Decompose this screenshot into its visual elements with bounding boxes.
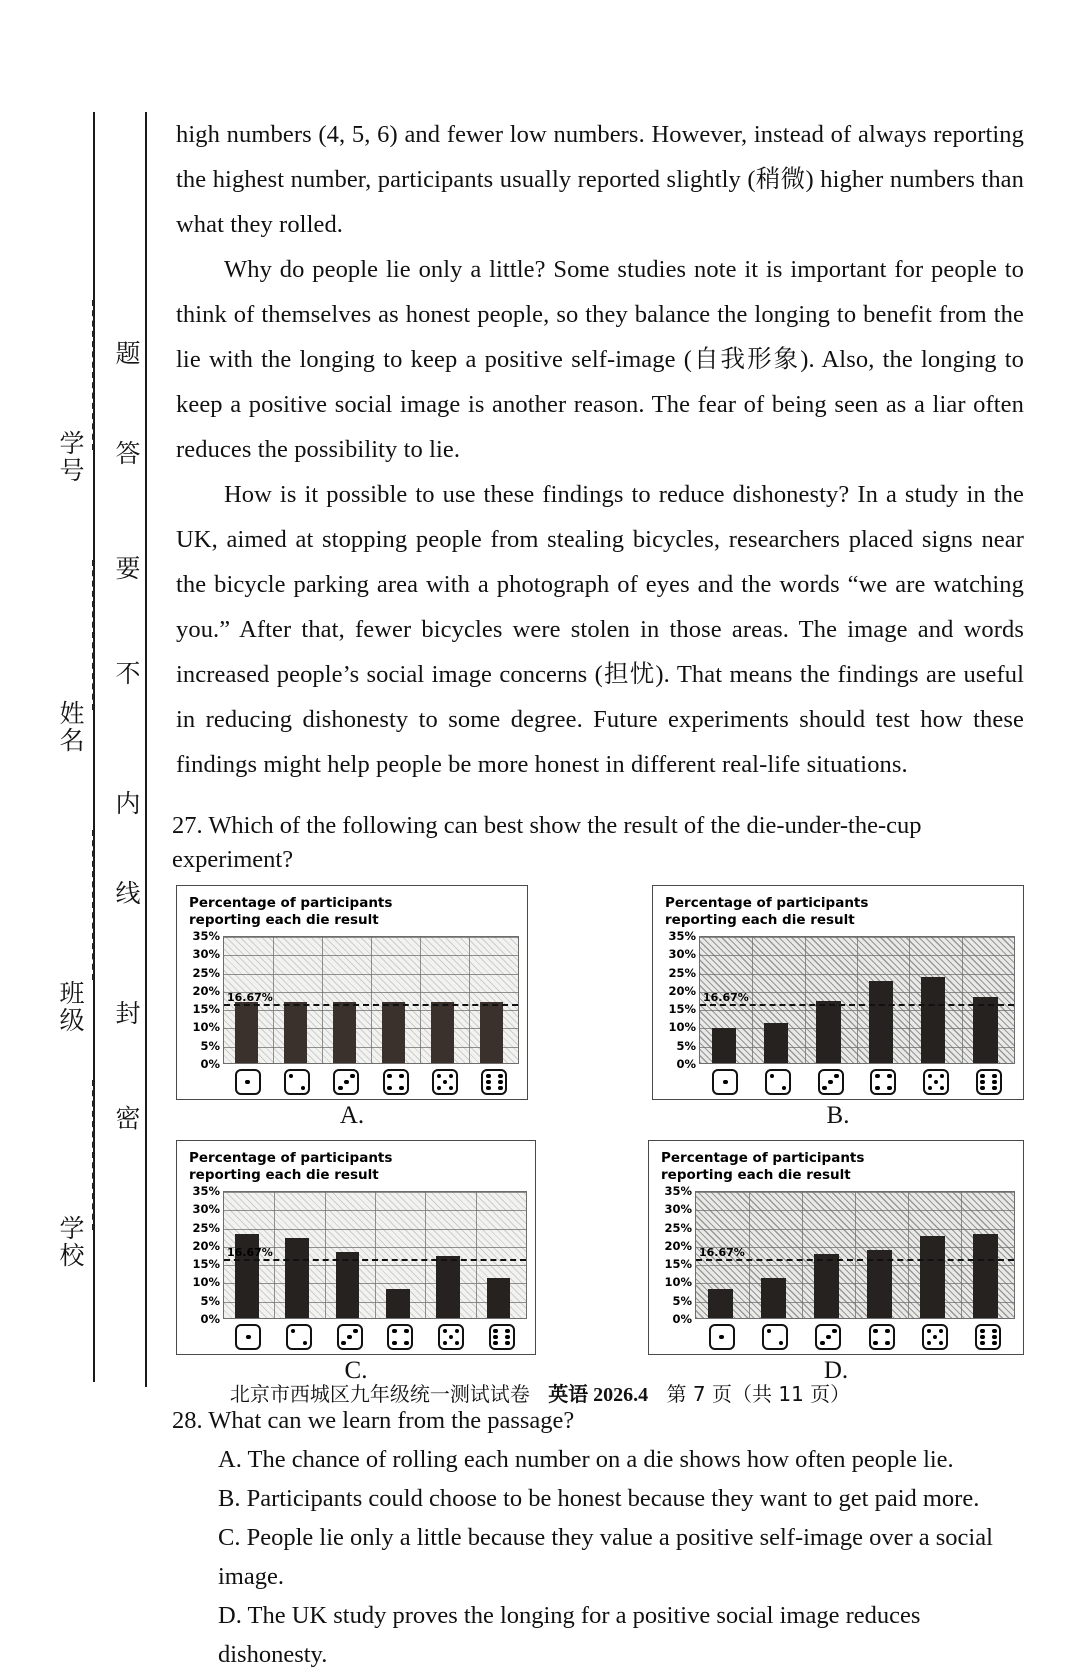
y-tick-label: 30% xyxy=(668,947,696,962)
chart-gridline-vertical xyxy=(802,1192,803,1318)
dice-slot xyxy=(748,1324,801,1350)
question-27-number: 27. xyxy=(172,812,203,839)
chart-bar xyxy=(235,1002,258,1063)
dice-slot xyxy=(223,1324,274,1350)
chart-gridline-vertical xyxy=(476,1192,477,1318)
die-pip xyxy=(493,1341,498,1346)
die-face-4-icon xyxy=(869,1324,895,1350)
chart-plot-area-d xyxy=(695,1191,1015,1319)
die-pip xyxy=(404,1341,409,1346)
y-tick-label: 25% xyxy=(664,1220,692,1235)
die-face-2-icon xyxy=(284,1069,310,1095)
chart-x-axis-dice-c xyxy=(223,1319,527,1350)
die-pip xyxy=(767,1329,772,1334)
y-tick-label: 15% xyxy=(192,1002,220,1017)
die-pip xyxy=(992,1335,997,1340)
y-tick-label: 20% xyxy=(668,983,696,998)
die-face-6-icon xyxy=(481,1069,507,1095)
chart-gridline-vertical xyxy=(752,937,753,1063)
chart-title-d: Percentage of participants reporting each die result xyxy=(661,1150,865,1183)
chart-panel-b xyxy=(652,885,1024,1100)
die-pip xyxy=(992,1086,997,1091)
die-face-3-icon xyxy=(337,1324,363,1350)
die-pip xyxy=(387,1074,392,1079)
seal-dash-2 xyxy=(92,560,94,710)
chart-bar xyxy=(386,1289,410,1318)
die-pip xyxy=(455,1329,460,1334)
passage-paragraph-2: Why do people lie only a little? Some studies note it is important for people to think of themselves as honest people, so they balance the longing to benefit from the lie with the longing to keep a positive self-image (自我形象). Also, the longing to keep a positive social image is another reason. The fear of being seen as a liar often reduces the possibility to lie. xyxy=(176,256,1024,463)
question-28-option-d[interactable]: D. The UK study proves the longing for a positive social image reduces dishonesty. xyxy=(218,1602,921,1668)
chart-bar xyxy=(869,981,894,1063)
die-pip xyxy=(927,1329,932,1334)
die-pip xyxy=(399,1086,404,1091)
chart-bar xyxy=(480,1002,503,1063)
die-pip xyxy=(782,1086,787,1091)
question-28-option-c[interactable]: C. People lie only a little because they value a positive self-image over a social image. xyxy=(218,1524,993,1590)
chart-gridline-vertical xyxy=(371,937,372,1063)
die-pip xyxy=(437,1086,442,1091)
die-pip xyxy=(928,1074,933,1079)
die-pip xyxy=(980,1086,985,1091)
question-28-option-a[interactable]: A. The chance of rolling each number on a die shows how often people lie. xyxy=(218,1446,954,1473)
die-pip xyxy=(885,1341,890,1346)
footer-exam-title: 北京市西城区九年级统一测试试卷 xyxy=(229,1382,530,1406)
chart-bar xyxy=(921,977,946,1063)
chart-panel-a xyxy=(176,885,528,1100)
chart-reference-label: 16.67% xyxy=(227,1246,273,1260)
dice-slot xyxy=(223,1069,272,1095)
chart-title-b: Percentage of participants reporting each die result xyxy=(665,895,869,928)
seal-margin xyxy=(0,0,160,1442)
chart-title-c: Percentage of participants reporting each die result xyxy=(189,1150,393,1183)
dice-slot xyxy=(802,1324,855,1350)
dice-slot xyxy=(420,1069,469,1095)
question-28-stem: 28. What can we learn from the passage? xyxy=(172,1407,575,1434)
chart-option-letter-d: D. xyxy=(823,1357,849,1384)
y-tick-label: 0% xyxy=(676,1057,696,1071)
die-pip xyxy=(505,1341,510,1346)
y-tick-label: 10% xyxy=(192,1275,220,1290)
page-content xyxy=(172,112,1024,1674)
chart-x-axis-dice-d xyxy=(695,1319,1015,1350)
chart-gridline-vertical xyxy=(961,1192,962,1318)
die-pip xyxy=(387,1086,392,1091)
die-face-5-icon xyxy=(923,1069,949,1095)
die-pip xyxy=(449,1335,454,1340)
chart-y-axis-b xyxy=(659,929,699,1071)
die-pip xyxy=(404,1329,409,1334)
chart-option-b[interactable] xyxy=(652,885,1024,1130)
dice-slot xyxy=(962,1069,1015,1095)
dice-slot xyxy=(322,1069,371,1095)
die-pip xyxy=(980,1329,985,1334)
chart-gridline-vertical xyxy=(420,937,421,1063)
chart-gridline-vertical xyxy=(962,937,963,1063)
dice-slot xyxy=(324,1324,375,1350)
die-face-1-icon xyxy=(235,1324,261,1350)
die-pip xyxy=(934,1080,939,1085)
chart-y-axis-c xyxy=(183,1184,223,1326)
die-face-2-icon xyxy=(765,1069,791,1095)
y-tick-label: 15% xyxy=(664,1257,692,1272)
chart-bar xyxy=(487,1278,511,1318)
die-face-4-icon xyxy=(383,1069,409,1095)
die-face-3-icon xyxy=(818,1069,844,1095)
die-pip xyxy=(928,1086,933,1091)
die-pip xyxy=(486,1080,491,1085)
y-tick-label: 30% xyxy=(192,947,220,962)
y-tick-label: 25% xyxy=(192,965,220,980)
chart-bar xyxy=(382,1002,405,1063)
die-pip xyxy=(826,1335,831,1340)
y-tick-label: 25% xyxy=(668,965,696,980)
die-pip xyxy=(498,1086,503,1091)
chart-bar xyxy=(973,997,998,1063)
die-pip xyxy=(980,1074,985,1079)
die-face-4-icon xyxy=(387,1324,413,1350)
die-pip xyxy=(822,1086,827,1091)
chart-gridline-vertical xyxy=(749,1192,750,1318)
y-tick-label: 5% xyxy=(200,1038,220,1053)
chart-reference-label: 16.67% xyxy=(699,1246,745,1260)
dice-slot xyxy=(910,1069,963,1095)
die-pip xyxy=(350,1074,355,1079)
chart-bar xyxy=(708,1289,733,1318)
chart-title-a: Percentage of participants reporting each die result xyxy=(189,895,393,928)
chart-plot-area-a xyxy=(223,936,519,1064)
die-pip xyxy=(291,1329,296,1334)
chart-bar xyxy=(436,1256,460,1318)
die-pip xyxy=(505,1329,510,1334)
die-pip xyxy=(443,1341,448,1346)
dice-slot xyxy=(274,1324,325,1350)
die-pip xyxy=(399,1074,404,1079)
die-pip xyxy=(719,1335,724,1340)
die-pip xyxy=(437,1074,442,1079)
question-27-chart-options xyxy=(176,885,1024,1385)
die-pip xyxy=(873,1329,878,1334)
die-pip xyxy=(303,1341,308,1346)
die-pip xyxy=(353,1329,358,1334)
die-pip xyxy=(980,1335,985,1340)
die-pip xyxy=(820,1341,825,1346)
die-pip xyxy=(301,1086,306,1091)
die-pip xyxy=(392,1341,397,1346)
y-tick-label: 0% xyxy=(672,1312,692,1326)
y-tick-label: 5% xyxy=(676,1038,696,1053)
die-pip xyxy=(875,1086,880,1091)
page-footer xyxy=(0,1378,1080,1407)
die-pip xyxy=(887,1074,892,1079)
chart-reference-line xyxy=(700,1004,1014,1006)
chart-plot-area-b xyxy=(699,936,1015,1064)
y-tick-label: 15% xyxy=(668,1002,696,1017)
chart-x-axis-dice-b xyxy=(699,1064,1015,1095)
chart-gridline-vertical xyxy=(909,937,910,1063)
chart-option-letter-b: B. xyxy=(826,1102,850,1129)
chart-bar xyxy=(336,1252,360,1318)
dice-slot xyxy=(804,1069,857,1095)
chart-y-axis-a xyxy=(183,929,223,1071)
die-face-1-icon xyxy=(712,1069,738,1095)
dice-slot xyxy=(857,1069,910,1095)
footer-page-number: 第 7 页（共 11 页） xyxy=(666,1382,851,1406)
die-face-1-icon xyxy=(235,1069,261,1095)
die-pip xyxy=(486,1074,491,1079)
die-pip xyxy=(723,1080,728,1085)
seal-field-label-1: 姓名 xyxy=(56,700,85,754)
chart-gridline-vertical xyxy=(322,937,323,1063)
dice-slot xyxy=(908,1324,961,1350)
chart-bar xyxy=(816,1001,841,1063)
chart-gridline-vertical xyxy=(325,1192,326,1318)
question-28-option-b[interactable]: B. Participants could choose to be honest because they want to get paid more. xyxy=(218,1485,980,1512)
die-pip xyxy=(940,1086,945,1091)
die-pip xyxy=(779,1341,784,1346)
seal-dash-3 xyxy=(92,830,94,980)
chart-plot-area-c xyxy=(223,1191,527,1319)
die-pip xyxy=(828,1080,833,1085)
dice-slot xyxy=(371,1069,420,1095)
die-pip xyxy=(980,1080,985,1085)
question-27-stem xyxy=(172,809,1024,877)
dice-slot xyxy=(752,1069,805,1095)
chart-gridline-vertical xyxy=(274,1192,275,1318)
die-pip xyxy=(992,1341,997,1346)
chart-gridline-vertical xyxy=(857,937,858,1063)
die-pip xyxy=(246,1335,251,1340)
die-face-6-icon xyxy=(976,1069,1002,1095)
dice-slot xyxy=(375,1324,426,1350)
die-pip xyxy=(443,1329,448,1334)
chart-gridline-vertical xyxy=(805,937,806,1063)
chart-bar xyxy=(973,1234,998,1318)
chart-bar xyxy=(712,1028,737,1063)
chart-reference-line xyxy=(224,1259,526,1261)
chart-bar xyxy=(764,1023,789,1063)
die-pip xyxy=(449,1074,454,1079)
seal-notice-char-1: 答 xyxy=(112,440,141,467)
die-pip xyxy=(992,1329,997,1334)
passage-paragraph-3: How is it possible to use these findings to reduce dishonesty? In a study in the UK, aimed at stopping people from stealing bicycles, researchers placed signs near the bicycle parking area with a photograph of eyes and the words “we are watching you.” After that, fewer bicycles were stolen in those areas. The image and words increased people’s social image concerns (担忧). That means the findings are useful in reducing dishonesty to some degree. Future experiments should test how these findings might help people be more honest in different real-life situations. xyxy=(176,481,1024,778)
y-tick-label: 35% xyxy=(192,1184,220,1198)
seal-notice-char-4: 内 xyxy=(112,790,141,817)
y-tick-label: 5% xyxy=(200,1293,220,1308)
chart-row-bottom xyxy=(176,1140,1024,1385)
seal-dash-4 xyxy=(92,1080,94,1230)
die-pip xyxy=(992,1074,997,1079)
chart-gridline-vertical xyxy=(908,1192,909,1318)
y-tick-label: 30% xyxy=(192,1202,220,1217)
dice-slot xyxy=(272,1069,321,1095)
chart-bar xyxy=(761,1278,786,1318)
seal-notice-char-5: 线 xyxy=(112,880,141,907)
die-pip xyxy=(493,1329,498,1334)
die-face-5-icon xyxy=(922,1324,948,1350)
dice-slot xyxy=(695,1324,748,1350)
die-face-1-icon xyxy=(709,1324,735,1350)
chart-gridline-vertical xyxy=(469,937,470,1063)
die-face-2-icon xyxy=(762,1324,788,1350)
y-tick-label: 0% xyxy=(200,1057,220,1071)
y-tick-label: 15% xyxy=(192,1257,220,1272)
die-pip xyxy=(927,1341,932,1346)
die-pip xyxy=(344,1080,349,1085)
die-pip xyxy=(992,1080,997,1085)
die-pip xyxy=(289,1074,294,1079)
chart-option-c[interactable] xyxy=(176,1140,536,1385)
dice-slot xyxy=(476,1324,527,1350)
y-tick-label: 20% xyxy=(664,1238,692,1253)
margin-rule-inner xyxy=(145,112,147,1387)
dice-slot xyxy=(699,1069,752,1095)
die-pip xyxy=(486,1086,491,1091)
seal-notice-char-7: 密 xyxy=(112,1105,141,1132)
y-tick-label: 35% xyxy=(192,929,220,943)
die-pip xyxy=(443,1080,448,1085)
chart-option-letter-a: A. xyxy=(339,1102,365,1129)
seal-notice-char-2: 要 xyxy=(112,555,141,582)
y-tick-label: 35% xyxy=(668,929,696,943)
die-pip xyxy=(875,1074,880,1079)
die-pip xyxy=(933,1335,938,1340)
seal-notice-char-0: 题 xyxy=(112,340,141,367)
chart-option-letter-c: C. xyxy=(344,1357,368,1384)
die-face-6-icon xyxy=(489,1324,515,1350)
die-face-3-icon xyxy=(333,1069,359,1095)
die-pip xyxy=(245,1080,250,1085)
die-pip xyxy=(392,1329,397,1334)
die-pip xyxy=(980,1341,985,1346)
chart-option-a[interactable] xyxy=(176,885,528,1130)
chart-panel-c xyxy=(176,1140,536,1355)
y-tick-label: 5% xyxy=(672,1293,692,1308)
die-pip xyxy=(885,1329,890,1334)
die-pip xyxy=(498,1074,503,1079)
footer-subject: 英语 2026.4 xyxy=(548,1384,649,1406)
chart-gridline-vertical xyxy=(273,937,274,1063)
die-face-4-icon xyxy=(870,1069,896,1095)
die-pip xyxy=(832,1329,837,1334)
chart-reference-line xyxy=(224,1004,518,1006)
chart-bar xyxy=(284,1002,307,1063)
seal-notice-char-3: 不 xyxy=(112,660,141,687)
chart-gridline-vertical xyxy=(425,1192,426,1318)
seal-dash-1 xyxy=(92,300,94,450)
chart-bar xyxy=(814,1254,839,1318)
seal-notice-char-6: 封 xyxy=(112,1000,141,1027)
y-tick-label: 35% xyxy=(664,1184,692,1198)
y-tick-label: 0% xyxy=(200,1312,220,1326)
chart-reference-label: 16.67% xyxy=(703,991,749,1005)
y-tick-label: 10% xyxy=(668,1020,696,1035)
die-pip xyxy=(940,1074,945,1079)
chart-y-axis-d xyxy=(655,1184,695,1326)
y-tick-label: 20% xyxy=(192,1238,220,1253)
die-pip xyxy=(887,1086,892,1091)
dice-slot xyxy=(962,1324,1015,1350)
y-tick-label: 10% xyxy=(192,1020,220,1035)
chart-reference-label: 16.67% xyxy=(227,991,273,1005)
die-pip xyxy=(834,1074,839,1079)
chart-bar xyxy=(333,1002,356,1063)
die-pip xyxy=(770,1074,775,1079)
dice-slot xyxy=(470,1069,519,1095)
die-pip xyxy=(347,1335,352,1340)
question-27-text: Which of the following can best show the result of the die-under-the-cup experiment? xyxy=(172,812,922,873)
die-face-2-icon xyxy=(286,1324,312,1350)
die-pip xyxy=(341,1341,346,1346)
die-pip xyxy=(505,1335,510,1340)
die-pip xyxy=(939,1329,944,1334)
chart-gridline-vertical xyxy=(855,1192,856,1318)
seal-field-label-2: 班级 xyxy=(56,980,85,1034)
chart-option-d[interactable] xyxy=(648,1140,1024,1385)
dice-slot xyxy=(855,1324,908,1350)
die-pip xyxy=(498,1080,503,1085)
chart-row-top xyxy=(176,885,1024,1130)
die-face-6-icon xyxy=(975,1324,1001,1350)
die-pip xyxy=(873,1341,878,1346)
chart-bar xyxy=(431,1002,454,1063)
chart-gridline-vertical xyxy=(375,1192,376,1318)
dice-slot xyxy=(426,1324,477,1350)
passage-paragraph-1: high numbers (4, 5, 6) and fewer low numbers. However, instead of always reporting the highest number, participants usually reported slightly (稍微) higher numbers than what they rolled. xyxy=(176,121,1024,238)
die-pip xyxy=(493,1335,498,1340)
die-pip xyxy=(939,1341,944,1346)
seal-field-label-0: 学号 xyxy=(56,430,85,484)
die-face-5-icon xyxy=(438,1324,464,1350)
die-face-3-icon xyxy=(815,1324,841,1350)
y-tick-label: 10% xyxy=(664,1275,692,1290)
y-tick-label: 25% xyxy=(192,1220,220,1235)
chart-panel-d xyxy=(648,1140,1024,1355)
die-face-5-icon xyxy=(432,1069,458,1095)
die-pip xyxy=(449,1086,454,1091)
chart-reference-line xyxy=(696,1259,1014,1261)
y-tick-label: 20% xyxy=(192,983,220,998)
chart-x-axis-dice-a xyxy=(223,1064,519,1095)
chart-bar xyxy=(920,1236,945,1318)
chart-bar xyxy=(285,1238,309,1318)
die-pip xyxy=(338,1086,343,1091)
y-tick-label: 30% xyxy=(664,1202,692,1217)
die-pip xyxy=(455,1341,460,1346)
seal-field-label-3: 学校 xyxy=(56,1215,85,1269)
